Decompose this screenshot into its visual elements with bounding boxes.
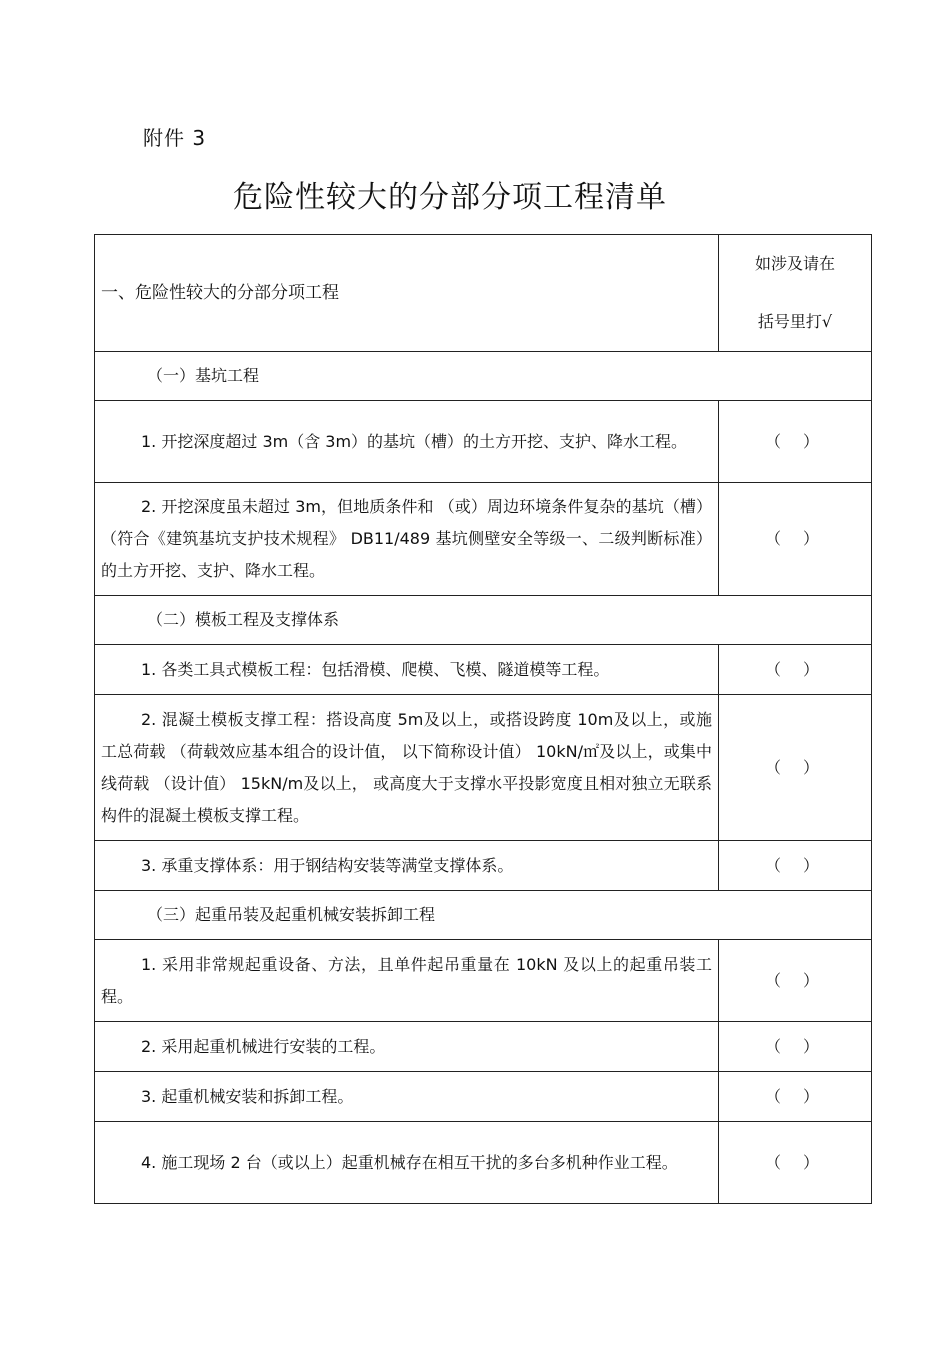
section-row [95, 352, 872, 401]
table-row [95, 841, 872, 891]
item-cell [95, 1072, 719, 1122]
table-row [95, 645, 872, 695]
item-text: 1. 各类工具式模板工程：包括滑模、爬模、飞模、隧道模等工程。 [141, 659, 610, 679]
table-row [95, 940, 872, 1022]
checkbox-parentheses[interactable]: （） [719, 401, 872, 483]
header-category-cell: 一、危险性较大的分部分项工程 [95, 235, 719, 352]
section-heading-excavation: （一）基坑工程 [95, 352, 872, 401]
item-cell [95, 483, 719, 596]
checkbox-parentheses[interactable]: （） [719, 1122, 872, 1204]
table-row [95, 1122, 872, 1204]
table-row [95, 483, 872, 596]
table-row [95, 401, 872, 483]
header-mark-line2: 括号里打√ [757, 312, 833, 331]
table-row [95, 1072, 872, 1122]
item-text: 2. 混凝土模板支撑工程：搭设高度 5m及以上，或搭设跨度 10m及以上，或施工总荷载 （荷载效应基本组合的设计值， 以下简称设计值） 10kN/㎡及以上，或集中线荷载 （设计值） 15kN/m及以上， 或高度大于支撑水平投影宽度且相对独立无联系构件的混凝土模板支撑工程。 [101, 709, 712, 825]
checkbox-parentheses[interactable]: （） [719, 841, 872, 891]
checklist-table [94, 234, 872, 1204]
checkbox-parentheses[interactable]: （） [719, 940, 872, 1022]
checkbox-parentheses[interactable]: （） [719, 483, 872, 596]
checkbox-parentheses[interactable]: （） [719, 1022, 872, 1072]
item-cell [95, 401, 719, 483]
header-mark-cell [719, 235, 872, 352]
table-header-row [95, 235, 872, 352]
table-row [95, 1022, 872, 1072]
item-cell [95, 940, 719, 1022]
item-text: 1. 开挖深度超过 3m（含 3m）的基坑（槽）的土方开挖、支护、降水工程。 [141, 431, 688, 451]
item-text: 1. 采用非常规起重设备、方法，且单件起吊重量在 10kN 及以上的起重吊装工程。 [101, 954, 712, 1006]
table-row [95, 695, 872, 841]
document-title: 危险性较大的分部分项工程清单 [233, 180, 667, 215]
checkbox-parentheses[interactable]: （） [719, 1072, 872, 1122]
header-mark-line1: 如涉及请在 [754, 254, 835, 273]
item-text: 2. 开挖深度虽未超过 3m，但地质条件和 （或）周边环境条件复杂的基坑（槽）（符合《建筑基坑支护技术规程》 DB11/489 基坑侧壁安全等级一、二级判断标准）的土方开挖、支护、降水工程。 [101, 497, 712, 580]
item-text: 3. 起重机械安装和拆卸工程。 [141, 1086, 354, 1106]
section-heading-formwork: （二）模板工程及支撑体系 [95, 596, 872, 645]
checkbox-parentheses[interactable]: （） [719, 645, 872, 695]
item-cell [95, 1122, 719, 1204]
checkbox-parentheses[interactable]: （） [719, 695, 872, 841]
item-text: 4. 施工现场 2 台（或以上）起重机械存在相互干扰的多台多机种作业工程。 [141, 1152, 678, 1172]
item-text: 2. 采用起重机械进行安装的工程。 [141, 1036, 386, 1056]
section-row [95, 596, 872, 645]
item-cell [95, 645, 719, 695]
section-heading-lifting: （三）起重吊装及起重机械安装拆卸工程 [95, 891, 872, 940]
item-text: 3. 承重支撑体系：用于钢结构安装等满堂支撑体系。 [141, 855, 514, 875]
attachment-label: 附件 3 [143, 126, 207, 150]
item-cell [95, 841, 719, 891]
item-cell [95, 695, 719, 841]
item-cell [95, 1022, 719, 1072]
section-row [95, 891, 872, 940]
